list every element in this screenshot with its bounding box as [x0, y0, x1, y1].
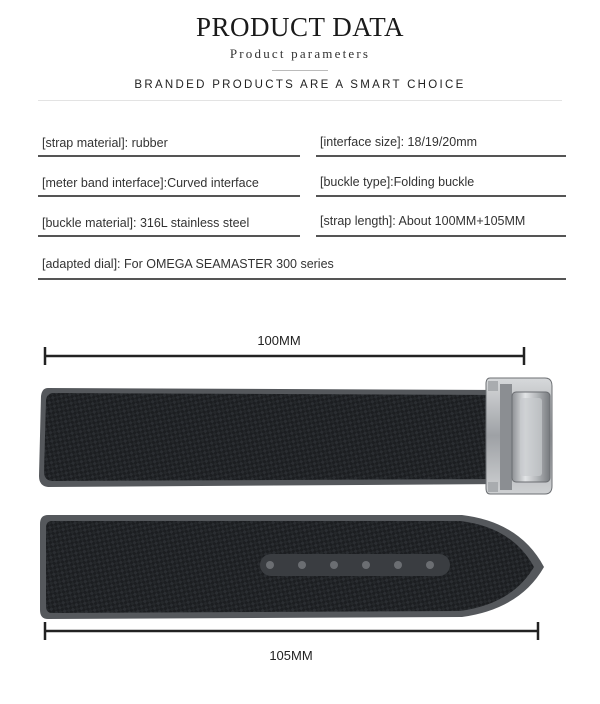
bottom-strap: [40, 515, 544, 619]
spec-adapted-dial: [adapted dial]: For OMEGA SEAMASTER 300 series: [42, 257, 334, 271]
spec-interface-size: [interface size]: 18/19/20mm: [320, 135, 478, 149]
page-subtitle: Product parameters: [229, 46, 371, 61]
spec-strap-length: [strap length]: About 100MM+105MM: [320, 214, 526, 228]
bottom-dimension-line: [45, 622, 538, 640]
top-strap: [39, 388, 515, 487]
folding-buckle-icon: [486, 378, 552, 494]
spec-buckle-type: [buckle type]:Folding buckle: [320, 175, 475, 189]
top-strap-length-label: 100MM: [257, 333, 301, 348]
top-dimension-line: [45, 347, 524, 365]
bottom-strap-length-label: 105MM: [269, 648, 313, 663]
spec-strap-material: [strap material]: rubber: [42, 136, 168, 150]
page-title: PRODUCT DATA: [195, 12, 405, 42]
spec-meter-band-interface: [meter band interface]:Curved interface: [42, 176, 259, 190]
tagline: BRANDED PRODUCTS ARE A SMART CHOICE: [134, 79, 466, 91]
spec-buckle-material: [buckle material]: 316L stainless steel: [42, 216, 250, 230]
